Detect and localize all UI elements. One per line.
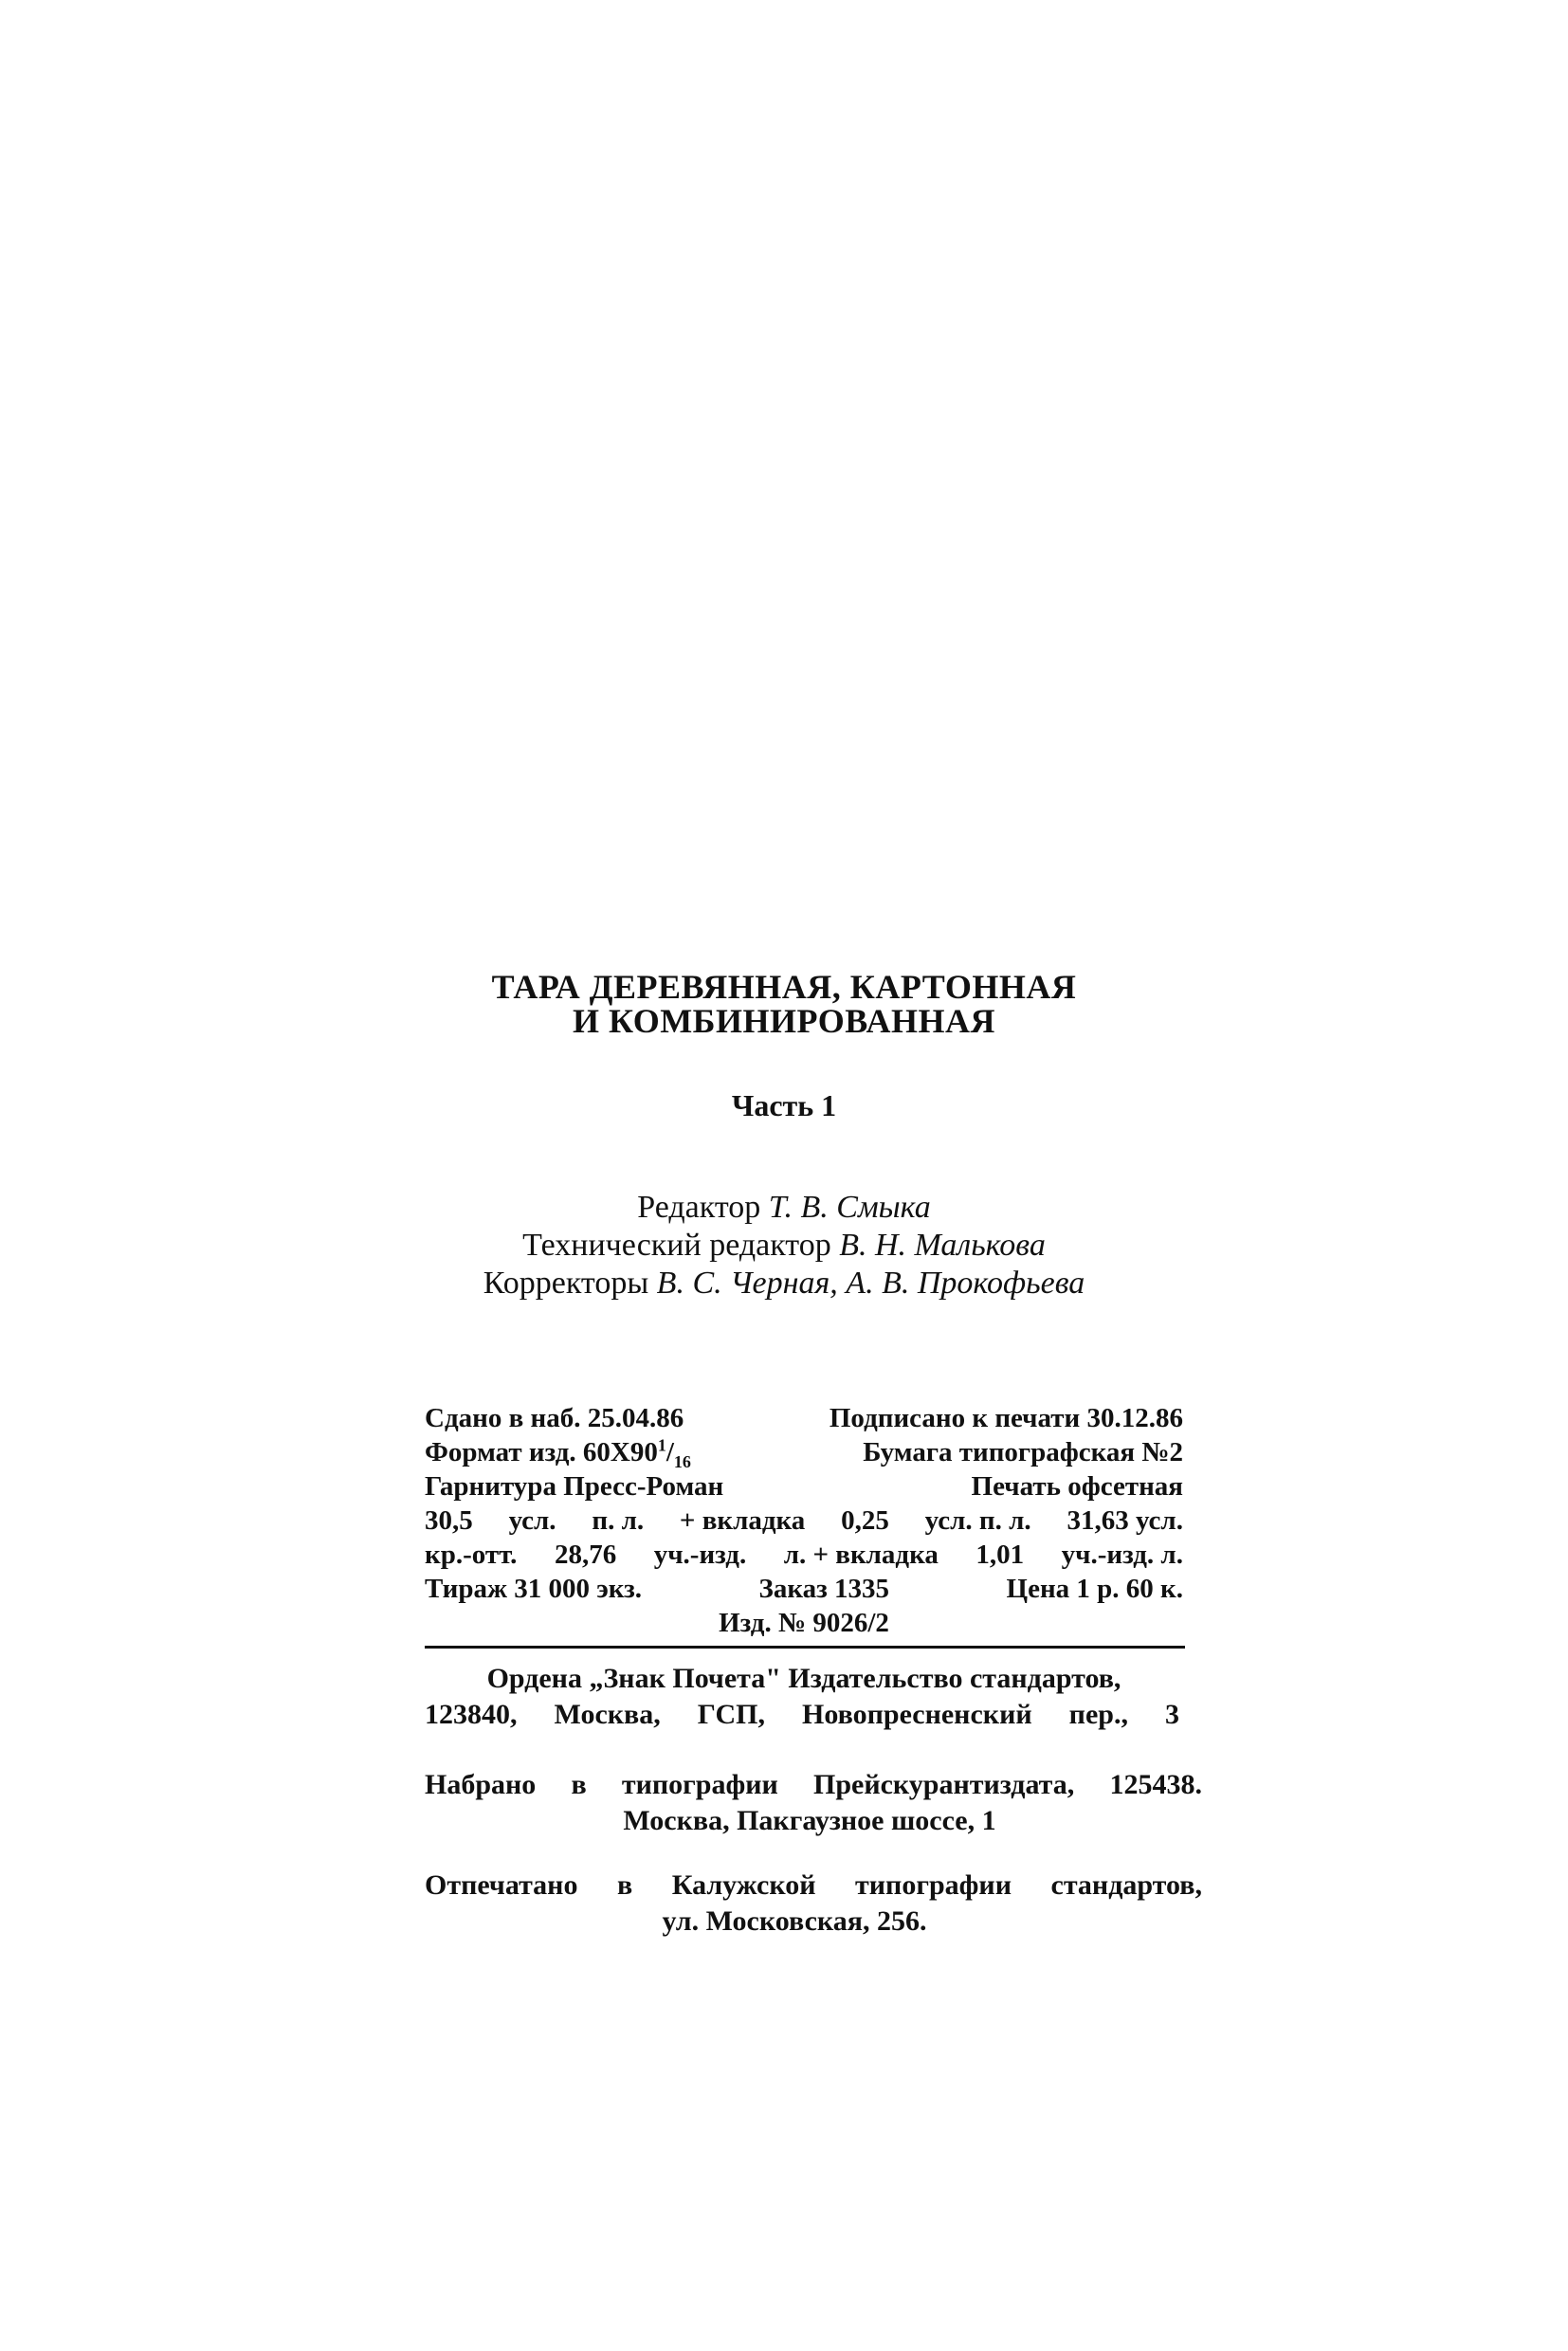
proofreaders-line [0, 1265, 1568, 1303]
imprint-row [425, 1401, 1183, 1435]
publisher-line-2 [425, 1697, 1179, 1733]
imprint-row [425, 1504, 1183, 1538]
imprint-row [425, 1606, 1183, 1640]
imprint-token: 30,5 [425, 1505, 473, 1536]
imprint-token: усл. п. л. [924, 1505, 1031, 1536]
format: Формат изд. $60X90^1/_{16}$ [425, 1435, 691, 1471]
book-title-line-1: ТАРА ДЕРЕВЯННАЯ, КАРТОННАЯ [491, 968, 1077, 1006]
imprint-row [425, 1469, 1183, 1504]
price: Цена 1 р. 60 к. [1006, 1574, 1183, 1604]
imprint-token: 1,01 [975, 1540, 1025, 1570]
printed-token: в [617, 1869, 633, 1901]
submitted-date: Сдано в наб. 25.04.86 [425, 1403, 684, 1433]
editor-name: Т. В. Смыка [768, 1190, 931, 1225]
editor-label: Редактор [637, 1190, 761, 1225]
imprint-token: уч.-изд. л. [1061, 1540, 1183, 1570]
editor-line [0, 1189, 1568, 1227]
printed-token: типографии [855, 1869, 1012, 1901]
imprint-token: 28,76 [554, 1540, 617, 1570]
part-number: Часть 1 [731, 1088, 837, 1122]
circulation: Тираж 31 000 экз. [425, 1574, 642, 1604]
publisher-token: Новопресненский [802, 1699, 1032, 1730]
paper: Бумага типографская №2 [863, 1437, 1183, 1467]
printed-block [425, 1868, 1202, 1940]
imprint-row [425, 1572, 1183, 1606]
typeset-token: Прейскурантиздата, [812, 1769, 1075, 1800]
publisher-token: ГСП, [697, 1699, 765, 1730]
publisher-line-1: Ордена „Знак Почета" Издательство стандартов, [486, 1663, 1121, 1694]
imprint-token: 0,25 [841, 1505, 889, 1536]
publisher-block [425, 1661, 1202, 1733]
typeset-token: типографии [621, 1769, 778, 1800]
publication-number: Изд. № 9026/2 [719, 1608, 889, 1638]
imprint-token: уч.-изд. [653, 1540, 747, 1570]
printed-line-2: ул. Московская, 256. [662, 1905, 927, 1937]
typeface: Гарнитура Пресс-Роман [425, 1471, 724, 1502]
printed-token: Калужской [671, 1869, 816, 1901]
publisher-token: пер., [1068, 1699, 1128, 1730]
publisher-token: 3 [1165, 1699, 1179, 1730]
imprint-token: кр.-отт. [425, 1540, 518, 1570]
proofreaders-names: В. С. Черная, А. В. Прокофьева [656, 1266, 1085, 1301]
printed-token: Отпечатано [425, 1869, 578, 1901]
tech-editor-label: Технический редактор [522, 1228, 831, 1263]
typeset-token: в [571, 1769, 587, 1800]
book-title-line-2: И КОМБИНИРОВАННАЯ [572, 1002, 996, 1040]
typeset-token: 125438. [1109, 1769, 1202, 1800]
publisher-token: Москва, [554, 1699, 661, 1730]
imprint-row [425, 1538, 1183, 1572]
typeset-block [425, 1767, 1202, 1839]
imprint-token: л. + вкладка [783, 1540, 939, 1570]
imprint-token: 31,63 усл. [1067, 1505, 1183, 1536]
imprint-token: усл. [508, 1505, 556, 1536]
imprint-row [425, 1435, 1183, 1469]
printed-line-1 [425, 1868, 1202, 1904]
typeset-token: Набрано [425, 1769, 537, 1800]
tech-editor-line [0, 1227, 1568, 1265]
typeset-line-2: Москва, Пакгаузное шоссе, 1 [623, 1805, 996, 1836]
tech-editor-name: В. Н. Малькова [839, 1228, 1046, 1263]
printed-token: стандартов, [1050, 1869, 1202, 1901]
imprint-token: + вкладка [679, 1505, 806, 1536]
printing-method: Печать офсетная [971, 1471, 1183, 1502]
proofreaders-label: Корректоры [483, 1266, 649, 1301]
imprint-token: п. л. [592, 1505, 645, 1536]
signed-date: Подписано к печати 30.12.86 [829, 1403, 1183, 1433]
order-number: Заказ 1335 [758, 1574, 889, 1604]
typeset-line-1 [425, 1767, 1202, 1803]
publisher-token: 123840, [425, 1699, 518, 1730]
divider [425, 1646, 1185, 1649]
imprint-block [425, 1401, 1183, 1640]
